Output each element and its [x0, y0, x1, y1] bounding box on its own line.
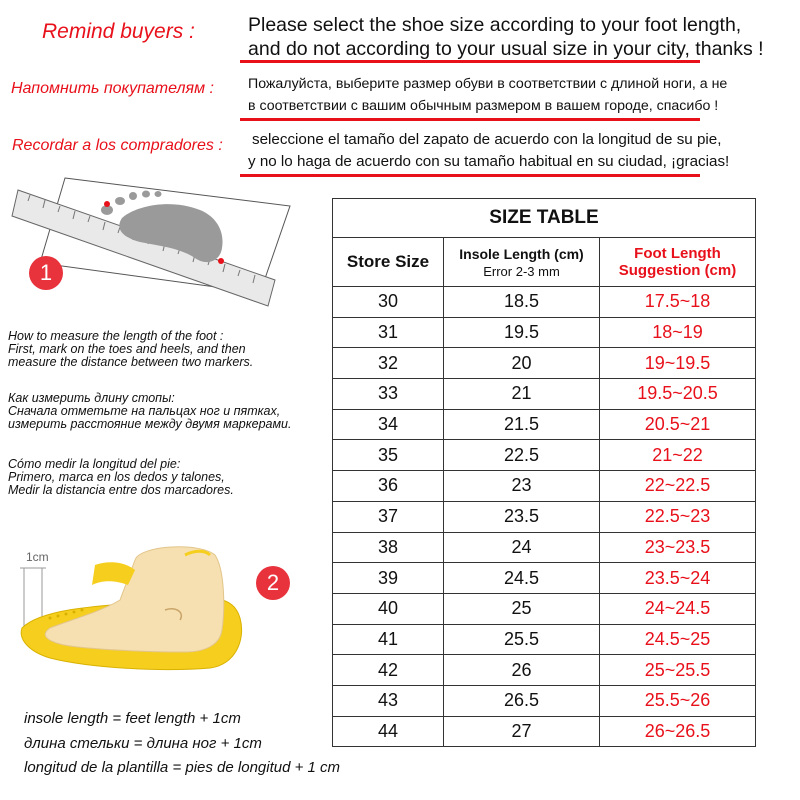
cell-foot-length: 21~22 [600, 440, 756, 471]
cell-store-size: 43 [333, 685, 444, 716]
cell-store-size: 44 [333, 716, 444, 747]
notice-ru-line1: Пожалуйста, выберите размер обуви в соответствии с длиной ноги, а не [248, 76, 728, 92]
formula-ru: длина стельки = длина ног + 1cm [24, 735, 262, 752]
cell-store-size: 36 [333, 471, 444, 502]
cell-foot-length: 17.5~18 [600, 287, 756, 318]
cell-foot-length: 23.5~24 [600, 563, 756, 594]
cell-foot-length: 23~23.5 [600, 532, 756, 563]
cell-insole-length: 26 [444, 655, 600, 686]
cell-insole-length: 19.5 [444, 317, 600, 348]
howto-ru-line: Сначала отметьте на пальцах ног и пятках, [8, 404, 281, 418]
howto-en-line: First, mark on the toes and heels, and then [8, 342, 246, 356]
cell-foot-length: 20.5~21 [600, 409, 756, 440]
table-row [333, 685, 756, 716]
cell-insole-length: 18.5 [444, 287, 600, 318]
cell-store-size: 31 [333, 317, 444, 348]
cell-insole-length: 20 [444, 348, 600, 379]
cell-foot-length: 25~25.5 [600, 655, 756, 686]
col-foot-length [600, 238, 756, 287]
howto-es-line: Primero, marca en los dedos y talones, [8, 470, 225, 484]
notice-en-line1: Please select the shoe size according to your foot length, [248, 14, 742, 36]
cell-insole-length: 27 [444, 716, 600, 747]
cell-foot-length: 24.5~25 [600, 624, 756, 655]
table-row [333, 501, 756, 532]
howto-ru-line: измерить расстояние между двумя маркерами. [8, 417, 292, 431]
howto-es-line: Cómo medir la longitud del pie: [8, 457, 181, 471]
cell-store-size: 37 [333, 501, 444, 532]
table-row [333, 409, 756, 440]
cell-foot-length: 25.5~26 [600, 685, 756, 716]
col-foot-length-line1: Foot Length [634, 245, 721, 262]
table-row [333, 440, 756, 471]
cell-store-size: 30 [333, 287, 444, 318]
cell-insole-length: 25 [444, 593, 600, 624]
cell-insole-length: 21.5 [444, 409, 600, 440]
notice-en-line2: and do not according to your usual size in your city, thanks ! [248, 38, 764, 60]
table-row [333, 287, 756, 318]
size-table-header-row [333, 238, 756, 287]
cell-foot-length: 19~19.5 [600, 348, 756, 379]
col-store-size: Store Size [333, 238, 444, 287]
cell-foot-length: 26~26.5 [600, 716, 756, 747]
remind-label-en: Remind buyers : [42, 20, 195, 43]
table-row [333, 593, 756, 624]
cell-store-size: 42 [333, 655, 444, 686]
howto-en [8, 330, 253, 369]
cell-insole-length: 25.5 [444, 624, 600, 655]
table-row [333, 532, 756, 563]
table-row [333, 379, 756, 410]
remind-label-es: Recordar a los compradores : [12, 137, 223, 154]
cell-insole-length: 23 [444, 471, 600, 502]
cell-insole-length: 22.5 [444, 440, 600, 471]
cell-store-size: 33 [333, 379, 444, 410]
col-insole-length [444, 238, 600, 287]
howto-en-line: How to measure the length of the foot : [8, 329, 224, 343]
howto-ru-line: Как измерить длину стопы: [8, 391, 175, 405]
notice-es-line2: y no lo haga de acuerdo con su tamaño habitual en su ciudad, ¡gracias! [248, 153, 730, 170]
howto-es-line: Medir la distancia entre dos marcadores. [8, 483, 234, 497]
foot-measure-illustration [10, 168, 300, 318]
size-table-title: SIZE TABLE [333, 199, 756, 238]
col-insole-length-label: Insole Length (cm) [459, 245, 584, 262]
cell-store-size: 35 [333, 440, 444, 471]
notice-es-underline [240, 174, 700, 177]
cell-insole-length: 23.5 [444, 501, 600, 532]
cell-store-size: 40 [333, 593, 444, 624]
formula-es: longitud de la plantilla = pies de longitud + 1 cm [24, 759, 341, 776]
notice-ru-line2: в соответствии с вашим обычным размером в вашем городе, спасибо ! [248, 98, 719, 114]
cell-foot-length: 22.5~23 [600, 501, 756, 532]
cell-foot-length: 19.5~20.5 [600, 379, 756, 410]
step-1-badge: 1 [29, 256, 63, 290]
howto-en-line: measure the distance between two markers. [8, 355, 254, 369]
col-foot-length-line2: Suggestion (cm) [618, 262, 737, 279]
table-row [333, 655, 756, 686]
remind-label-ru: Напомнить покупателям : [11, 80, 214, 97]
cell-store-size: 32 [333, 348, 444, 379]
table-row [333, 563, 756, 594]
cell-foot-length: 22~22.5 [600, 471, 756, 502]
cell-insole-length: 24.5 [444, 563, 600, 594]
howto-ru [8, 392, 291, 431]
cell-foot-length: 24~24.5 [600, 593, 756, 624]
notice-ru-underline [240, 118, 700, 121]
cell-store-size: 39 [333, 563, 444, 594]
cell-store-size: 34 [333, 409, 444, 440]
cell-store-size: 38 [333, 532, 444, 563]
table-row [333, 317, 756, 348]
howto-es [8, 458, 234, 497]
size-table-title-row [333, 199, 756, 238]
step-2-badge: 2 [256, 566, 290, 600]
notice-es-line1: seleccione el tamaño del zapato de acuerdo con la longitud de su pie, [252, 131, 722, 148]
formula-en: insole length = feet length + 1cm [24, 710, 241, 727]
cell-insole-length: 24 [444, 532, 600, 563]
ruler-1cm-label: 1cm [26, 550, 49, 564]
table-row [333, 624, 756, 655]
cell-foot-length: 18~19 [600, 317, 756, 348]
cell-insole-length: 21 [444, 379, 600, 410]
cell-insole-length: 26.5 [444, 685, 600, 716]
size-table [332, 198, 756, 747]
notice-en-underline [240, 60, 700, 63]
cell-store-size: 41 [333, 624, 444, 655]
table-row [333, 716, 756, 747]
table-row [333, 348, 756, 379]
table-row [333, 471, 756, 502]
col-insole-length-error: Error 2-3 mm [483, 263, 560, 279]
